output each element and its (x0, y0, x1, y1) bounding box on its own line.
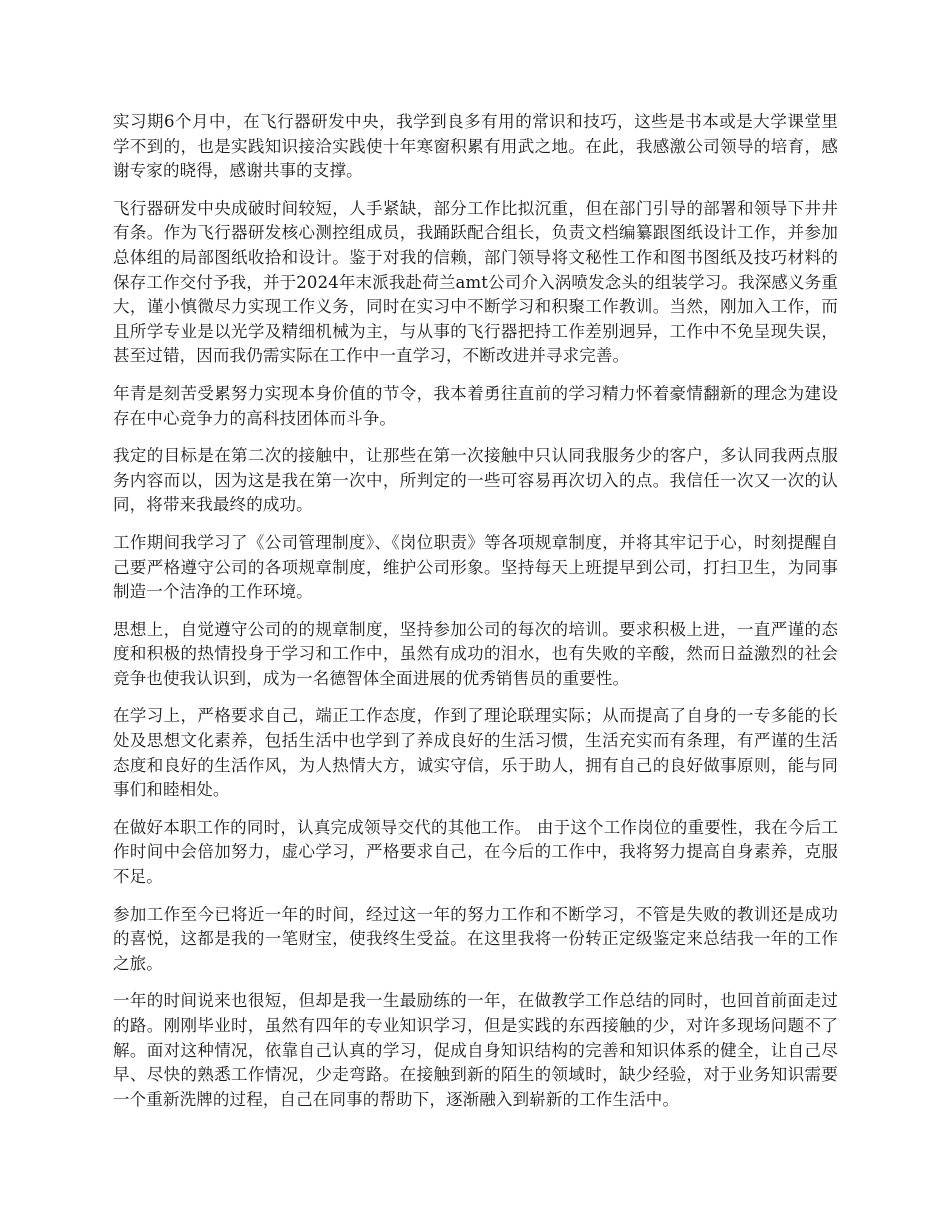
document-body (113, 110, 838, 1125)
paragraph-9: 参加工作至今已将近一年的时间，经过这一年的努力工作和不断学习，不管是失败的教训还是成功的喜悦，这都是我的一笔财宝，使我终生受益。在这里我将一份转正定级鉴定来总结我一年的工作之旅。 (113, 904, 838, 973)
paragraph-10: 一年的时间说来也很短，但却是我一生最励练的一年，在做教学工作总结的同时，也回首前面走过的路。刚刚毕业时，虽然有四年的专业知识学习，但是实践的东西接触的少，对许多现场问题不了解。面对这种情况，依靠自己认真的学习，促成自身知识结构的完善和知识体系的健全，让自己尽早、尽快的熟悉工作情况，少走弯路。在接触到新的陌生的领域时，缺少经验，对于业务知识需要一个重新洗牌的过程，自己在同事的帮助下，逐渐融入到崭新的工作生活中。 (113, 991, 838, 1109)
paragraph-2: 飞行器研发中央成破时间较短，人手紧缺，部分工作比拟沉重，但在部门引导的部署和领导下井井有条。作为飞行器研发核心测控组成员，我踊跃配合组长，负责文档编纂跟图纸设计工作，并参加总体组的局部图纸收拾和设计。鉴于对我的信赖，部门领导将文秘性工作和图书图纸及技巧材料的保存工作交付予我，并于2024年末派我赴荷兰amt公司介入涡喷发念头的组装学习。我深感义务重大，谨小慎微尽力实现工作义务，同时在实习中不断学习和积聚工作教训。当然，刚加入工作，而且所学专业是以光学及精细机械为主，与从事的飞行器把持工作差别迥异，工作中不免呈现失误，甚至过错，因而我仍需实际在工作中一直学习，不断改进并寻求完善。 (113, 198, 838, 366)
paragraph-7: 在学习上，严格要求自己，端正工作态度，作到了理论联理实际；从而提高了自身的一专多能的长处及思想文化素养，包括生活中也学到了养成良好的生活习惯，生活充实而有条理，有严谨的生活态度和良好的生活作风，为人热情大方，诚实守信，乐于助人，拥有自己的良好做事原则，能与同事们和睦相处。 (113, 706, 838, 800)
paragraph-5: 工作期间我学习了《公司管理制度》、《岗位职责》等各项规章制度，并将其牢记于心，时刻提醒自己要严格遵守公司的各项规章制度，维护公司形象。坚持每天上班提早到公司，打扫卫生，为同事制造一个洁净的工作环境。 (113, 532, 838, 602)
paragraph-4: 我定的目标是在第二次的接触中，让那些在第一次接触中只认同我服务少的客户，多认同我两点服务内容而以，因为这是我在第一次中，所判定的一些可容易再次切入的点。我信任一次又一次的认同，将带来我最终的成功。 (113, 446, 838, 515)
paragraph-1: 实习期6个月中，在飞行器研发中央，我学到良多有用的常识和技巧，这些是书本或是大学课堂里学不到的，也是实践知识接洽实践使十年寒窗积累有用武之地。在此，我感激公司领导的培育，感谢专家的晓得，感谢共事的支撑。 (113, 112, 838, 181)
paragraph-8: 在做好本职工作的同时，认真完成领导交代的其他工作。 由于这个工作岗位的重要性，我在今后工作时间中会倍加努力，虚心学习，严格要求自己，在今后的工作中，我将努力提高自身素养，克服不足。 (113, 817, 838, 887)
paragraph-3: 年青是刻苦受累努力实现本身价值的节令，我本着勇往直前的学习精力怀着豪情翻新的理念为建设存在中心竞争力的高科技团体而斗争。 (113, 383, 838, 428)
paragraph-6: 思想上，自觉遵守公司的的规章制度，坚持参加公司的每次的培训。要求积极上进，一直严谨的态度和积极的热情投身于学习和工作中，虽然有成功的泪水，也有失败的辛酸，然而日益激烈的社会竞争也使我认识到，成为一名德智体全面进展的优秀销售员的重要性。 (113, 619, 838, 688)
